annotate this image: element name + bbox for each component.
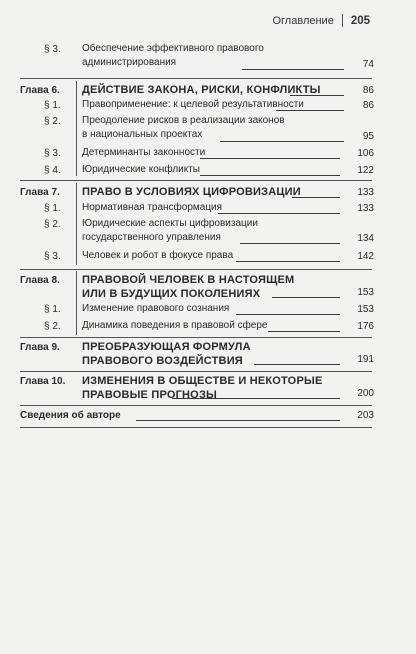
toc-entry-label: § 1. [44, 100, 61, 111]
author-info-label: Сведения об авторе [20, 410, 121, 421]
toc-entry-label: § 1. [44, 304, 61, 315]
chapter-label: Глава 7. [20, 187, 60, 198]
toc-entry-title: Правоприменение: к целевой результативности [82, 99, 304, 110]
dot-leader [220, 141, 344, 142]
toc-entry-title: Нормативная трансформация [82, 202, 223, 213]
toc-entry-page: 176 [357, 321, 374, 332]
chapter-label: Глава 10. [20, 376, 66, 387]
toc-entry-page: 86 [362, 100, 374, 111]
dot-leader [268, 331, 340, 332]
dot-leader [200, 158, 340, 159]
chapter-page: 153 [357, 287, 374, 298]
chapter-vertical-rule [76, 81, 77, 176]
toc-entry-page: 153 [357, 304, 374, 315]
toc-entry-title: Человек и робот в фокусе права [82, 250, 234, 261]
dot-leader [290, 95, 344, 96]
chapter-vertical-rule [76, 183, 77, 265]
toc-entry-label: § 3. [44, 44, 61, 55]
dot-leader [240, 243, 340, 244]
dot-leader [254, 364, 340, 365]
toc-entry-label: § 1. [44, 203, 61, 214]
chapter-page: 133 [357, 187, 374, 198]
dot-leader [218, 213, 340, 214]
toc-entry-label: § 3. [44, 148, 61, 159]
chapter-page: 86 [362, 85, 374, 96]
chapter-page: 200 [357, 388, 374, 399]
divider [20, 371, 372, 372]
toc-entry-page: 95 [362, 131, 374, 142]
dot-leader [276, 110, 344, 111]
running-header-title: Оглавление [272, 14, 334, 27]
toc-entry-label: § 2. [44, 219, 61, 230]
toc-entry-label: § 3. [44, 251, 61, 262]
toc-entry-title: Изменение правового сознания [82, 303, 230, 314]
toc-entry-title: Детерминанты законности [82, 147, 206, 158]
chapter-title: ДЕЙСТВИЕ ЗАКОНА, РИСКИ, КОНФЛИКТЫ [82, 84, 321, 96]
toc-entry-page: 106 [357, 148, 374, 159]
running-header [272, 14, 370, 27]
toc-entry-title: Преодоление рисков в реализации законов в национальных проектах [82, 115, 285, 140]
toc-entry-page: 142 [357, 251, 374, 262]
toc-entry-title: Юридические конфликты [82, 164, 200, 175]
chapter-page: 203 [357, 410, 374, 421]
dot-leader [200, 175, 340, 176]
toc-entry-page: 133 [357, 203, 374, 214]
page-number: 205 [350, 14, 370, 27]
chapter-title: ПРАВО В УСЛОВИЯХ ЦИФРОВИЗАЦИИ [82, 186, 301, 198]
toc-entry-title: Динамика поведения в правовой сфере [82, 320, 268, 331]
toc-entry-title: Юридические аспекты цифровизации государственного управления [82, 218, 258, 243]
divider [20, 180, 372, 181]
toc-entry-label: § 2. [44, 116, 61, 127]
chapter-vertical-rule [76, 271, 77, 335]
chapter-label: Глава 8. [20, 275, 60, 286]
chapter-page: 191 [357, 354, 374, 365]
divider [20, 405, 372, 406]
chapter-label: Глава 6. [20, 85, 60, 96]
header-separator [342, 14, 343, 27]
toc-entry-label: § 4. [44, 165, 61, 176]
dot-leader [292, 197, 340, 198]
chapter-title: ПРАВОВОЙ ЧЕЛОВЕК В НАСТОЯЩЕМ ИЛИ В БУДУЩИХ ПОКОЛЕНИЯХ [82, 274, 295, 300]
chapter-title: ИЗМЕНЕНИЯ В ОБЩЕСТВЕ И НЕКОТОРЫЕ ПРАВОВЫЕ ПРОГНОЗЫ [82, 375, 323, 401]
dot-leader [272, 297, 340, 298]
toc-entry-label: § 2. [44, 321, 61, 332]
toc-entry-title: Обеспечение эффективного правового администрирования [82, 43, 264, 68]
chapter-label: Глава 9. [20, 342, 60, 353]
dot-leader [236, 314, 340, 315]
dot-leader [172, 398, 340, 399]
dot-leader [236, 261, 340, 262]
toc-entry-page: 122 [357, 165, 374, 176]
divider [20, 78, 372, 79]
toc-entry-page: 134 [357, 233, 374, 244]
chapter-title: ПРЕОБРАЗУЮЩАЯ ФОРМУЛА ПРАВОВОГО ВОЗДЕЙСТВИЯ [82, 341, 251, 367]
divider [20, 269, 372, 270]
dot-leader [136, 420, 340, 421]
divider [20, 427, 372, 428]
divider [20, 337, 372, 338]
dot-leader [242, 69, 344, 70]
toc-entry-page: 74 [362, 59, 374, 70]
